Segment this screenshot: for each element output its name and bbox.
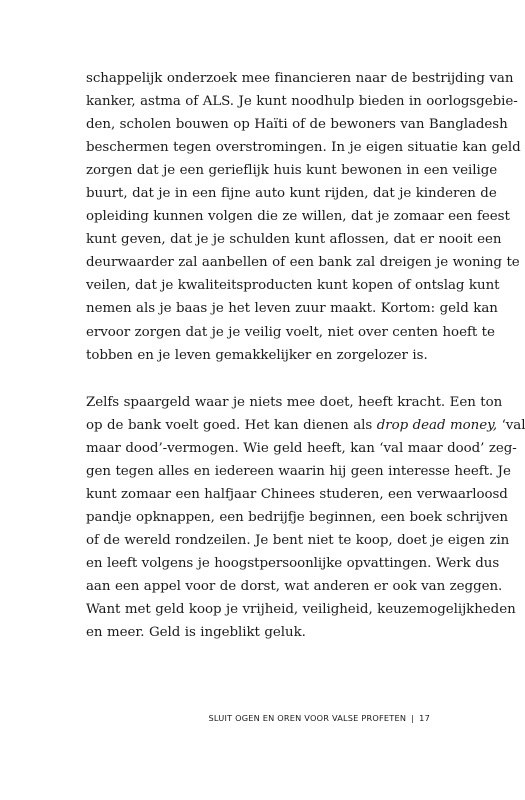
text-segment: ‘val xyxy=(497,418,525,434)
text-line: tobben en je leven gemakkelijker en zorgelozer is. xyxy=(86,347,428,363)
page-number: 17 xyxy=(419,713,430,723)
text-line: en meer. Geld is ingeblikt geluk. xyxy=(86,625,306,641)
text-line: gen tegen alles en iedereen waarin hij geen interesse heeft. Je xyxy=(86,464,511,480)
text-line: of de wereld rondzeilen. Je bent niet te koop, doet je eigen zin xyxy=(86,533,510,549)
text-line: pandje opknappen, een bedrijfje beginnen, een boek schrijven xyxy=(86,510,508,526)
text-line: kunt geven, dat je je schulden kunt aflossen, dat er nooit een xyxy=(86,232,502,248)
text-line xyxy=(86,414,525,437)
text-line: aan een appel voor de dorst, wat anderen er ook van zeggen. xyxy=(86,579,503,595)
body-paragraph-1 xyxy=(86,67,521,367)
page-footer xyxy=(209,713,430,723)
text-line: veilen, dat je kwaliteitsproducten kunt kopen of ontslag kunt xyxy=(86,278,500,294)
text-line: buurt, dat je in een fijne auto kunt rijden, dat je kinderen de xyxy=(86,186,497,202)
text-line: ervoor zorgen dat je je veilig voelt, niet over centen hoeft te xyxy=(86,324,495,340)
text-line: zorgen dat je een gerieflijk huis kunt bewonen in een veilige xyxy=(86,163,498,179)
italic-phrase: drop dead money, xyxy=(376,418,498,434)
text-line: Zelfs spaargeld waar je niets mee doet, heeft kracht. Een ton xyxy=(86,395,503,410)
running-head: SLUIT OGEN EN OREN VOOR VALSE PROFETEN xyxy=(208,713,407,723)
text-line: deurwaarder zal aanbellen of een bank zal dreigen je woning te xyxy=(86,255,520,271)
text-line: kunt zomaar een halfjaar Chinees studeren, een verwaarloosd xyxy=(86,487,508,503)
text-line: nemen als je baas je het leven zuur maakt. Kortom: geld kan xyxy=(86,301,498,317)
text-line: en leeft volgens je hoogstpersoonlijke opvattingen. Werk dus xyxy=(86,556,500,572)
footer-separator: | xyxy=(411,713,415,723)
text-line: opleiding kunnen volgen die ze willen, dat je zomaar een feest xyxy=(86,209,510,225)
text-line: kanker, astma of ALS. Je kunt noodhulp bieden in oorlogsgebie- xyxy=(86,94,518,110)
text-line: Want met geld koop je vrijheid, veiligheid, keuzemogelijkheden xyxy=(86,602,516,618)
text-line: den, scholen bouwen op Haïti of de bewoners van Bangladesh xyxy=(86,117,508,133)
body-paragraph-2 xyxy=(86,391,525,645)
text-line: schappelijk onderzoek mee financieren naar de bestrijding van xyxy=(86,71,514,86)
text-segment: op de bank voelt goed. Het kan dienen als xyxy=(86,418,377,434)
text-line: maar dood’-vermogen. Wie geld heeft, kan ‘val maar dood’ zeg- xyxy=(86,441,517,457)
text-line: beschermen tegen overstromingen. In je eigen situatie kan geld xyxy=(86,140,521,156)
